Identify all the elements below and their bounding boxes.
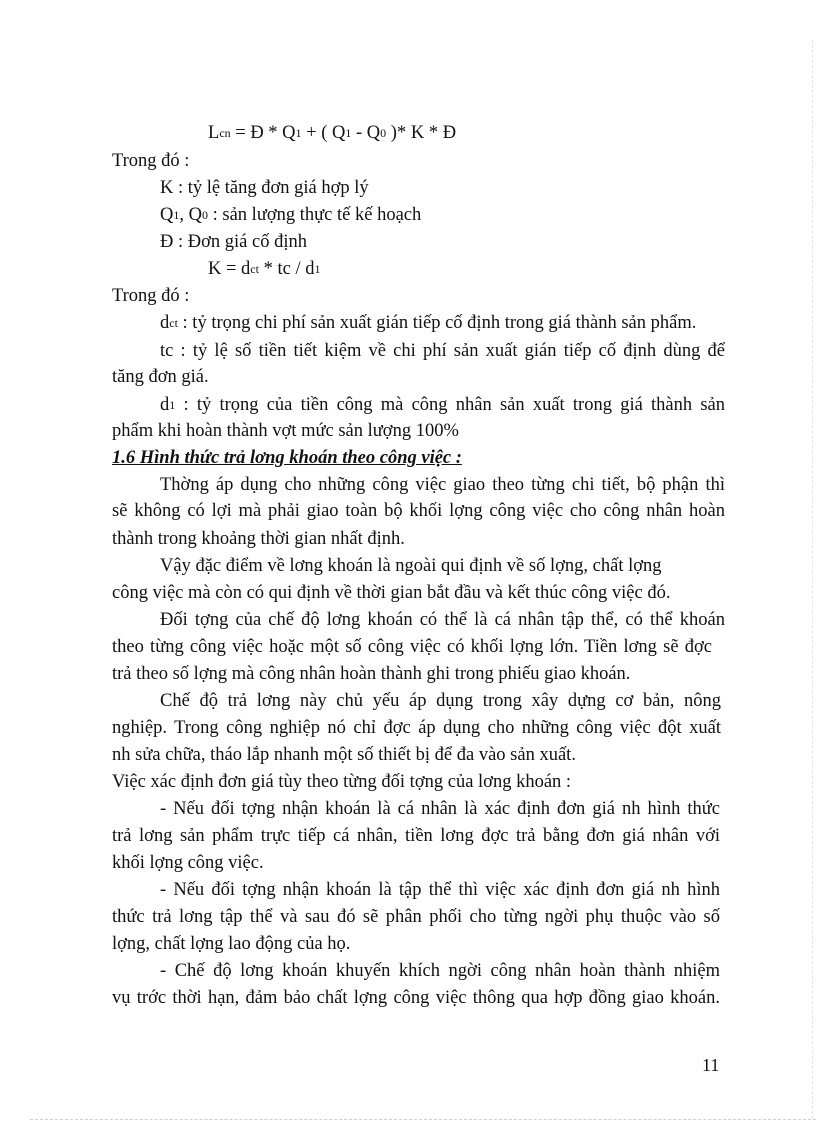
formula-part: * tc / d: [258, 259, 315, 279]
definition-d1-line-1: [160, 393, 725, 418]
page-bottom-divider: [30, 1119, 816, 1120]
definition-d: Đ : Đơn giá cố định: [160, 232, 307, 252]
formula-subscript: 1: [345, 126, 352, 140]
definition-tc-line-2: tăng đơn giá.: [112, 367, 209, 387]
definition-tc-line-1: tc : tỷ lệ số tiền tiết kiệm về chi phí sản xuất gián tiếp cố định dùng để: [160, 341, 725, 361]
paragraph-line: trả theo số lợng mà công nhân hoàn thành ghi trong phiếu giao khoán.: [112, 664, 631, 684]
section-heading: 1.6 Hình thức trả lơng khoán theo công việc :: [112, 448, 462, 468]
formula-k: [208, 257, 320, 282]
formula-lcn: [208, 121, 456, 146]
paragraph-line: vụ trớc thời hạn, đảm bảo chất lợng công việc thông qua hợp đồng giao khoán.: [112, 988, 720, 1008]
definition-dct: [160, 311, 696, 336]
symbol-q: , Q: [179, 205, 202, 225]
subscript: 0: [202, 208, 208, 222]
paragraph-line: nghiệp. Trong công nghiệp nó chỉ đợc áp dụng cho những công việc đột xuất: [112, 718, 721, 738]
symbol-q: Q: [160, 205, 174, 225]
where-label-1: Trong đó :: [112, 151, 190, 171]
paragraph-line: Vậy đặc điểm về lơng khoán là ngoài qui định về số lợng, chất lợng: [160, 556, 662, 576]
formula-lcn-symbol: L: [208, 123, 220, 143]
formula-part: + ( Q: [301, 123, 346, 143]
paragraph-line: nh sửa chữa, tháo lắp nhanh một số thiết bị để đa vào sản xuất.: [112, 745, 576, 765]
paragraph-line: Chế độ trả lơng này chủ yếu áp dụng trong xây dựng cơ bản, nông: [160, 691, 721, 711]
formula-lcn-subscript: cn: [219, 126, 231, 140]
formula-subscript: 1: [314, 262, 321, 276]
subscript: 1: [173, 208, 180, 222]
formula-part: - Q: [351, 123, 381, 143]
definition-k: K : tỷ lệ tăng đơn giá hợp lý: [160, 178, 369, 198]
definition-q: [160, 203, 421, 228]
paragraph-line: Việc xác định đơn giá tùy theo từng đối tợng của lơng khoán :: [112, 772, 572, 792]
paragraph-line: thức trả lơng tập thể và sau đó sẽ phân phối cho từng ngời phụ thuộc vào số: [112, 907, 720, 927]
subscript: ct: [169, 316, 178, 330]
page-number: 11: [702, 1055, 720, 1075]
definition-text: : sản lượng thực tế kế hoạch: [208, 205, 422, 225]
paragraph-line: - Chế độ lơng khoán khuyến khích ngời công nhân hoàn thành nhiệm: [160, 961, 720, 981]
paragraph-line: - Nếu đối tợng nhận khoán là cá nhân là xác định đơn giá nh hình thức: [160, 799, 720, 819]
paragraph-line: công việc mà còn có qui định về thời gian bắt đầu và kết thúc công việc đó.: [112, 583, 671, 603]
formula-part: = Đ * Q: [230, 123, 296, 143]
symbol-d: d: [160, 395, 170, 415]
page-edge-divider: [812, 40, 813, 1119]
formula-part: )* K * Đ: [386, 123, 457, 143]
paragraph-line: Đối tợng của chế độ lơng khoán có thể là cá nhân tập thể, có thể khoán: [160, 610, 725, 630]
paragraph-line: sẽ không có lợi mà phải giao toàn bộ khối lợng công việc cho công nhân hoàn: [112, 501, 725, 521]
definition-text: : tỷ trọng của tiền công mà công nhân sản xuất trong giá thành sản: [175, 395, 725, 415]
subscript: 1: [169, 398, 176, 412]
definition-d1-line-2: phẩm khi hoàn thành vợt mức sản lượng 100%: [112, 421, 459, 441]
paragraph-line: trả lơng sản phẩm trực tiếp cá nhân, tiền lơng đợc trả bằng đơn giá nhân với: [112, 826, 720, 846]
paragraph-line: Thờng áp dụng cho những công việc giao theo từng chi tiết, bộ phận thì: [160, 475, 725, 495]
formula-subscript: ct: [250, 262, 259, 276]
formula-part: K = d: [208, 259, 251, 279]
paragraph-line: thành trong khoảng thời gian nhất định.: [112, 529, 405, 549]
paragraph-line: lợng, chất lợng lao động của họ.: [112, 934, 351, 954]
paragraph-line: - Nếu đối tợng nhận khoán là tập thể thì việc xác định đơn giá nh hình: [160, 880, 720, 900]
paragraph-line: theo từng công việc hoặc một số công việc có khối lợng lớn. Tiền lơng sẽ đợc: [112, 637, 712, 657]
paragraph-line: khối lợng công việc.: [112, 853, 264, 873]
formula-subscript: 1: [295, 126, 302, 140]
where-label-2: Trong đó :: [112, 286, 190, 306]
symbol-d: d: [160, 313, 170, 333]
definition-text: : tỷ trọng chi phí sản xuất gián tiếp cố định trong giá thành sản phẩm.: [177, 313, 697, 333]
formula-subscript: 0: [380, 126, 387, 140]
